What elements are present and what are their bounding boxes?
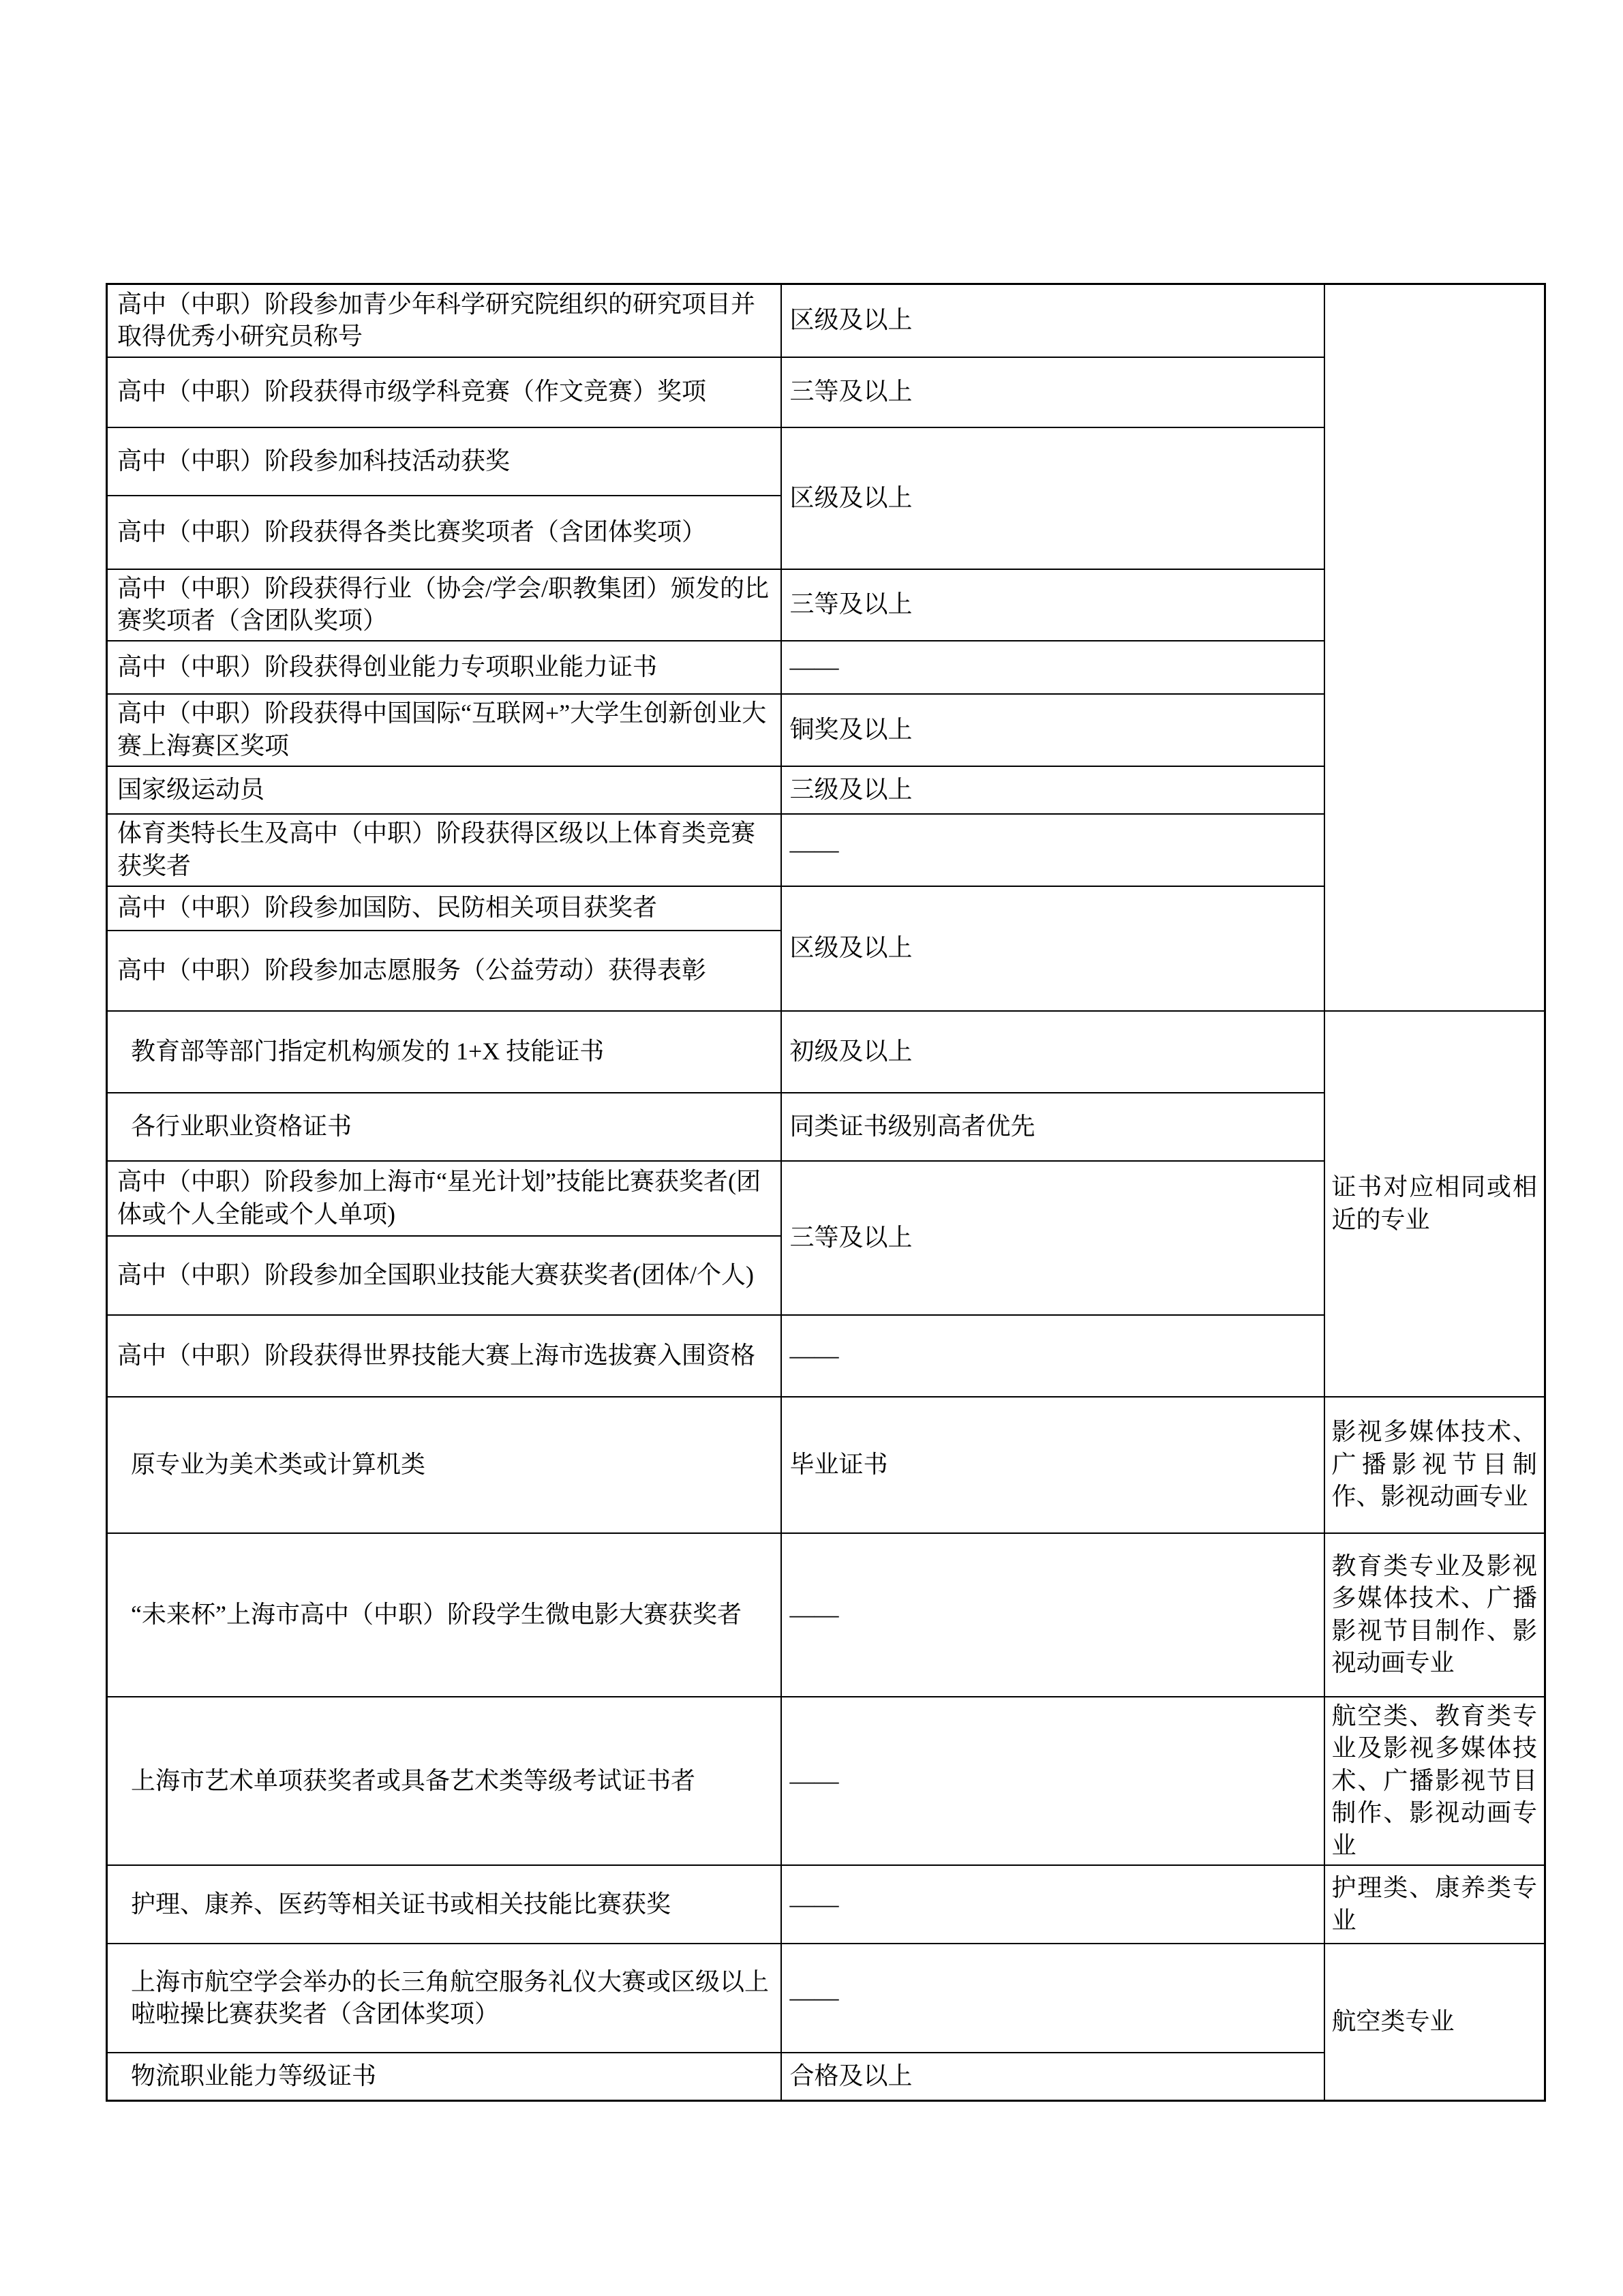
level-cell: 初级及以上: [781, 1011, 1324, 1093]
criteria-cell: 护理、康养、医药等相关证书或相关技能比赛获奖: [107, 1865, 781, 1944]
level-cell: 三等及以上: [781, 1161, 1324, 1315]
criteria-cell: 高中（中职）阶段获得创业能力专项职业能力证书: [107, 641, 781, 694]
major-cell: 航空类专业: [1324, 1944, 1545, 2100]
criteria-cell: 高中（中职）阶段获得行业（协会/学会/职教集团）颁发的比赛奖项者（含团队奖项）: [107, 569, 781, 641]
major-cell: 证书对应相同或相近的专业: [1324, 1011, 1545, 1397]
criteria-cell: 原专业为美术类或计算机类: [107, 1397, 781, 1533]
level-cell: ——: [781, 641, 1324, 694]
level-cell: 三等及以上: [781, 357, 1324, 427]
major-cell: 护理类、康养类专业: [1324, 1865, 1545, 1944]
major-cell: 教育类专业及影视多媒体技术、广播影视节目制作、影视动画专业: [1324, 1533, 1545, 1697]
level-cell: 铜奖及以上: [781, 694, 1324, 766]
criteria-cell: 各行业职业资格证书: [107, 1093, 781, 1161]
criteria-cell: 高中（中职）阶段获得市级学科竞赛（作文竞赛）奖项: [107, 357, 781, 427]
major-cell: 影视多媒体技术、广播影视节目制作、影视动画专业: [1324, 1397, 1545, 1533]
level-cell: ——: [781, 1533, 1324, 1697]
criteria-cell: 高中（中职）阶段参加国防、民防相关项目获奖者: [107, 886, 781, 931]
criteria-cell: 高中（中职）阶段参加青少年科学研究院组织的研究项目并取得优秀小研究员称号: [107, 284, 781, 357]
criteria-cell: 高中（中职）阶段获得中国国际“互联网+”大学生创新创业大赛上海赛区奖项: [107, 694, 781, 766]
criteria-cell: 国家级运动员: [107, 766, 781, 814]
criteria-cell: 高中（中职）阶段获得各类比赛奖项者（含团体奖项）: [107, 496, 781, 569]
level-cell: 区级及以上: [781, 427, 1324, 569]
criteria-cell: 上海市航空学会举办的长三角航空服务礼仪大赛或区级以上啦啦操比赛获奖者（含团体奖项）: [107, 1944, 781, 2053]
level-cell: 三等及以上: [781, 569, 1324, 641]
table-row: [107, 1011, 1545, 1093]
table-row: [107, 284, 1545, 357]
table-row: [107, 1865, 1545, 1944]
level-cell: 区级及以上: [781, 284, 1324, 357]
criteria-cell: 物流职业能力等级证书: [107, 2053, 781, 2100]
table-row: [107, 1533, 1545, 1697]
level-cell: 区级及以上: [781, 886, 1324, 1011]
table-row: [107, 1944, 1545, 2053]
major-cell: 航空类、教育类专业及影视多媒体技术、广播影视节目制作、影视动画专业: [1324, 1697, 1545, 1866]
level-cell: 同类证书级别高者优先: [781, 1093, 1324, 1161]
criteria-cell: 教育部等部门指定机构颁发的 1+X 技能证书: [107, 1011, 781, 1093]
level-cell: ——: [781, 1944, 1324, 2053]
level-cell: 合格及以上: [781, 2053, 1324, 2100]
level-cell: 三级及以上: [781, 766, 1324, 814]
table-row: [107, 1697, 1545, 1866]
level-cell: ——: [781, 814, 1324, 886]
criteria-cell: 高中（中职）阶段参加科技活动获奖: [107, 427, 781, 496]
major-cell: [1324, 284, 1545, 1011]
criteria-cell: 高中（中职）阶段参加上海市“星光计划”技能比赛获奖者(团体或个人全能或个人单项): [107, 1161, 781, 1236]
criteria-cell: 体育类特长生及高中（中职）阶段获得区级以上体育类竞赛获奖者: [107, 814, 781, 886]
criteria-cell: “未来杯”上海市高中（中职）阶段学生微电影大赛获奖者: [107, 1533, 781, 1697]
criteria-cell: 上海市艺术单项获奖者或具备艺术类等级考试证书者: [107, 1697, 781, 1866]
level-cell: ——: [781, 1865, 1324, 1944]
criteria-cell: 高中（中职）阶段获得世界技能大赛上海市选拔赛入围资格: [107, 1315, 781, 1397]
level-cell: ——: [781, 1315, 1324, 1397]
qualification-table: [106, 283, 1546, 2102]
level-cell: ——: [781, 1697, 1324, 1866]
criteria-cell: 高中（中职）阶段参加全国职业技能大赛获奖者(团体/个人): [107, 1236, 781, 1315]
level-cell: 毕业证书: [781, 1397, 1324, 1533]
criteria-cell: 高中（中职）阶段参加志愿服务（公益劳动）获得表彰: [107, 931, 781, 1011]
table-row: [107, 1397, 1545, 1533]
